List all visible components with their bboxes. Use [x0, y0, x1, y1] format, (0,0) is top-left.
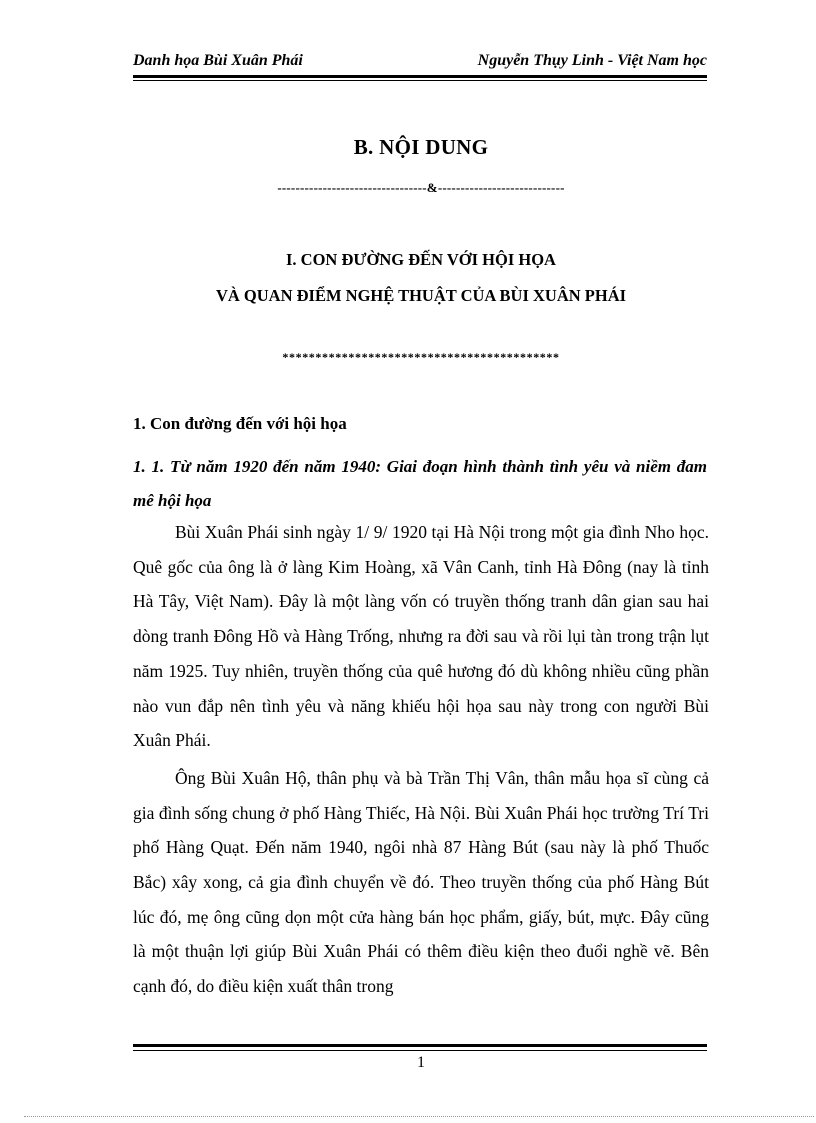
- page-number: 1: [417, 1054, 425, 1071]
- header-book-title: Danh họa Bùi Xuân Phái: [133, 52, 303, 69]
- running-header: [133, 48, 707, 74]
- body-text: [133, 515, 709, 1004]
- star-divider: ******************************************: [282, 350, 560, 364]
- header-rule: [133, 75, 707, 78]
- header-author: Nguyễn Thụy Linh - Việt Nam học: [477, 52, 707, 69]
- chapter-title-line-1: I. CON ĐƯỜNG ĐẾN VỚI HỘI HỌA: [286, 250, 556, 269]
- separator-line: ---------------------------------&----------------------------: [277, 180, 565, 195]
- section-title: B. NỘI DUNG: [353, 135, 489, 159]
- chapter-title-line-2: VÀ QUAN ĐIỂM NGHỆ THUẬT CỦA BÙI XUÂN PHÁI: [215, 286, 627, 305]
- heading-level-2: 1. 1. Từ năm 1920 đến năm 1940: Giai đoạn hình thành tình yêu và niềm đam mê hội họa: [133, 457, 707, 510]
- header-rule-thin: [133, 80, 707, 81]
- page-edge-dotted-line: [24, 1116, 814, 1117]
- footer-rule-thin: [133, 1050, 707, 1051]
- heading-level-1: 1. Con đường đến với hội họa: [133, 414, 347, 433]
- paragraph: Bùi Xuân Phái sinh ngày 1/ 9/ 1920 tại Hà Nội trong một gia đình Nho học. Quê gốc của ông là ở làng Kim Hoàng, xã Vân Canh, tỉnh Hà Đông (nay là tỉnh Hà Tây, Việt Nam). Đây là một làng vốn có truyền thống tranh dân gian sau hai dòng tranh Đông Hồ và Hàng Trống, nhưng ra đời sau và rồi lụi tàn trong trận lụt năm 1925. Tuy nhiên, truyền thống của quê hương đó dù không nhiều cũng phần nào vun đắp nên tình yêu và năng khiếu hội họa sau này trong con người Bùi Xuân Phái.: [133, 522, 709, 751]
- footer-rule: [133, 1044, 707, 1047]
- paragraph: Ông Bùi Xuân Hộ, thân phụ và bà Trần Thị Vân, thân mẫu họa sĩ cùng cả gia đình sống chung ở phố Hàng Thiếc, Hà Nội. Bùi Xuân Phái học trường Trí Tri phố Hàng Quạt. Đến năm 1940, ngôi nhà 87 Hàng Bút (sau này là phố Thuốc Bắc) xây xong, cả gia đình chuyển về đó. Theo truyền thống của phố Hàng Bút lúc đó, mẹ ông cũng dọn một cửa hàng bán học phẩm, giấy, bút, mực. Đây cũng là một thuận lợi giúp Bùi Xuân Phái có thêm điều kiện theo đuổi nghề vẽ. Bên cạnh đó, do điều kiện xuất thân trong: [133, 767, 709, 997]
